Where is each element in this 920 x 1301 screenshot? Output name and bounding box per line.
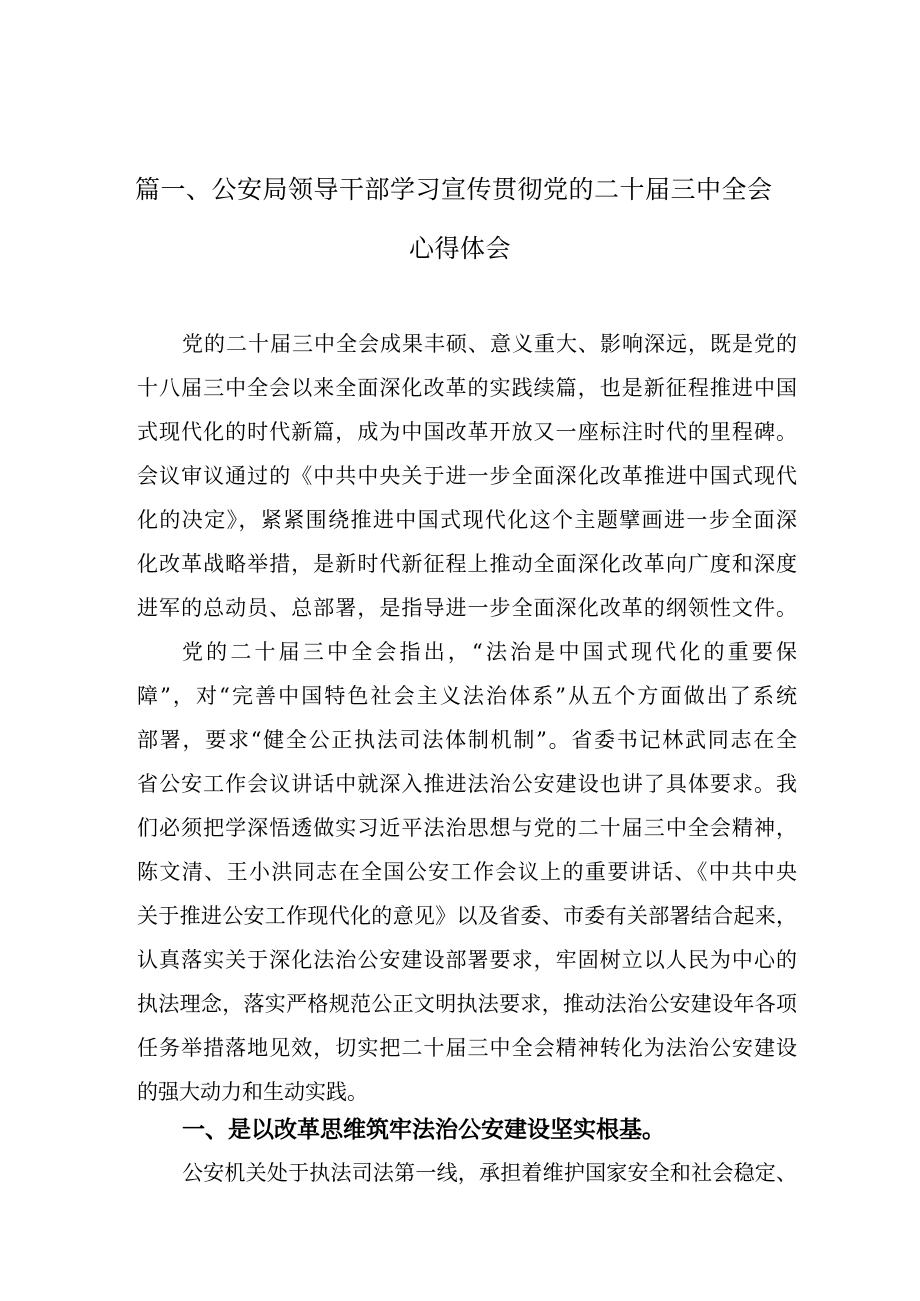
paragraph-2-line: 部署，要求“健全公正执法司法体制机制”。省委书记林武同志在全 — [137, 728, 797, 752]
paragraph-2-line: 的强大动力和生动实践。 — [137, 1080, 368, 1104]
paragraph-2-line: 们必须把学深悟透做实习近平法治思想与党的二十届三中全会精神， — [137, 816, 797, 840]
paragraph-2-line: 关于推进公安工作现代化的意见》以及省委、市委有关部署结合起来， — [137, 904, 797, 928]
paragraph-1-line: 十八届三中全会以来全面深化改革的实践续篇，也是新征程推进中国 — [137, 376, 797, 400]
paragraph-2-line: 执法理念，落实严格规范公正文明执法要求，推动法治公安建设年各项 — [137, 992, 797, 1016]
paragraph-1-line: 会议审议通过的《中共中央关于进一步全面深化改革推进中国式现代 — [137, 464, 797, 488]
paragraph-1-line: 化的决定》，紧紧围绕推进中国式现代化这个主题擘画进一步全面深 — [137, 508, 797, 532]
paragraph-1-line: 党的二十届三中全会成果丰硕、意义重大、影响深远，既是党的 — [182, 332, 797, 356]
paragraph-1-line: 进军的总动员、总部署，是指导进一步全面深化改革的纲领性文件。 — [137, 596, 797, 620]
paragraph-2-line: 障”，对“完善中国特色社会主义法治体系”从五个方面做出了系统 — [137, 684, 797, 708]
paragraph-1-line: 式现代化的时代新篇，成为中国改革开放又一座标注时代的里程碑。 — [137, 420, 797, 444]
document-title-line-2: 心得体会 — [408, 234, 511, 263]
section-heading-1: 一、是以改革思维筑牢法治公安建设坚实根基。 — [182, 1117, 665, 1143]
paragraph-1-line: 化改革战略举措，是新时代新征程上推动全面深化改革向广度和深度 — [137, 552, 797, 576]
paragraph-2-line: 认真落实关于深化法治公安建设部署要求，牢固树立以人民为中心的 — [137, 948, 797, 972]
paragraph-2-line: 陈文清、王小洪同志在全国公安工作会议上的重要讲话、《中共中央 — [137, 860, 797, 884]
paragraph-3-line: 公安机关处于执法司法第一线，承担着维护国家安全和社会稳定、 — [182, 1161, 797, 1185]
paragraph-2-line: 省公安工作会议讲话中就深入推进法治公安建设也讲了具体要求。我 — [137, 772, 797, 796]
document-title-line-1: 篇一、公安局领导干部学习宣传贯彻党的二十届三中全会 — [135, 175, 773, 204]
paragraph-2-line: 任务举措落地见效，切实把二十届三中全会精神转化为法治公安建设 — [137, 1036, 797, 1060]
paragraph-2-line: 党的二十届三中全会指出，“法治是中国式现代化的重要保 — [182, 640, 797, 664]
